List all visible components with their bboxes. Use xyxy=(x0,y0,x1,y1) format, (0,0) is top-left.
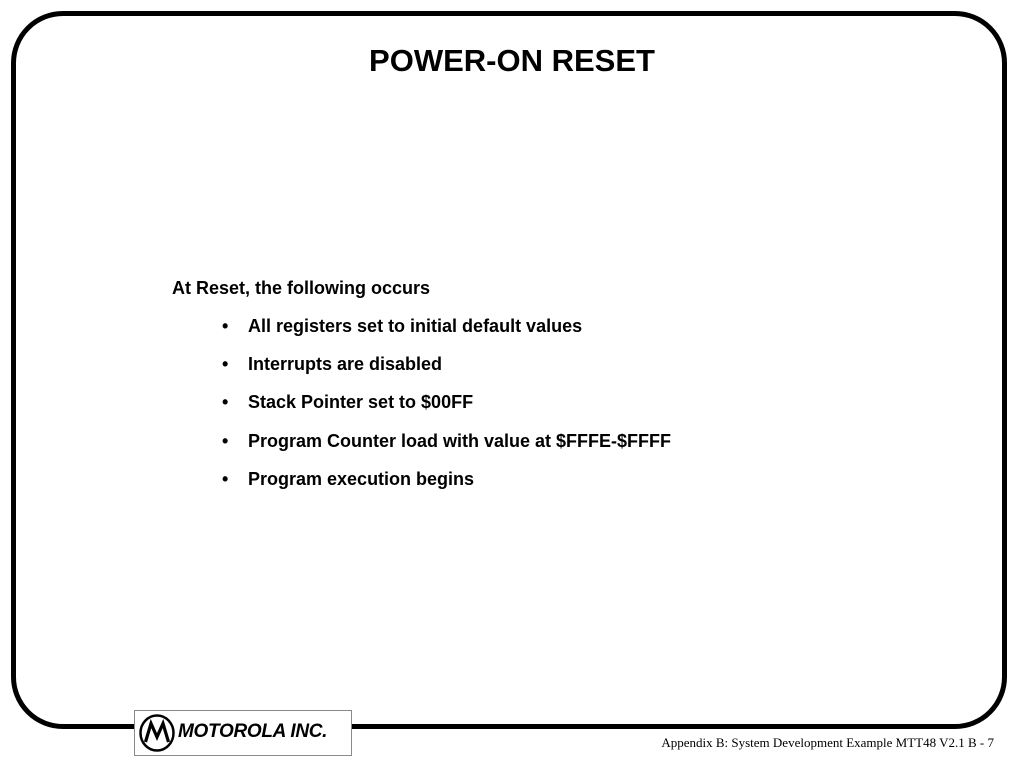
bullet-dot-icon: • xyxy=(222,316,229,336)
bullet-dot-icon: • xyxy=(222,468,229,489)
intro-text: At Reset, the following occurs xyxy=(172,278,431,298)
bullet-text: All registers set to initial default values xyxy=(248,316,583,336)
logo-text: MOTOROLA INC. xyxy=(178,721,328,742)
bullet-text: Program Counter load with value at $FFFE-$FFFF xyxy=(248,430,672,451)
footer-text: Appendix B: System Development Example MTT48 V2.1 B - 7 xyxy=(661,735,994,750)
bullet-dot-icon: • xyxy=(222,430,229,451)
bullet-text: Stack Pointer set to $00FF xyxy=(248,392,474,413)
bullet-dot-icon: • xyxy=(222,392,229,413)
bullet-text: Program execution begins xyxy=(248,468,475,489)
motorola-logo xyxy=(134,710,352,756)
bullet-text: Interrupts are disabled xyxy=(248,354,443,375)
motorola-batwing-icon xyxy=(138,713,176,753)
bullet-dot-icon: • xyxy=(222,354,229,375)
slide-title: POWER-ON RESET xyxy=(369,43,655,78)
slide-frame xyxy=(11,11,1007,729)
